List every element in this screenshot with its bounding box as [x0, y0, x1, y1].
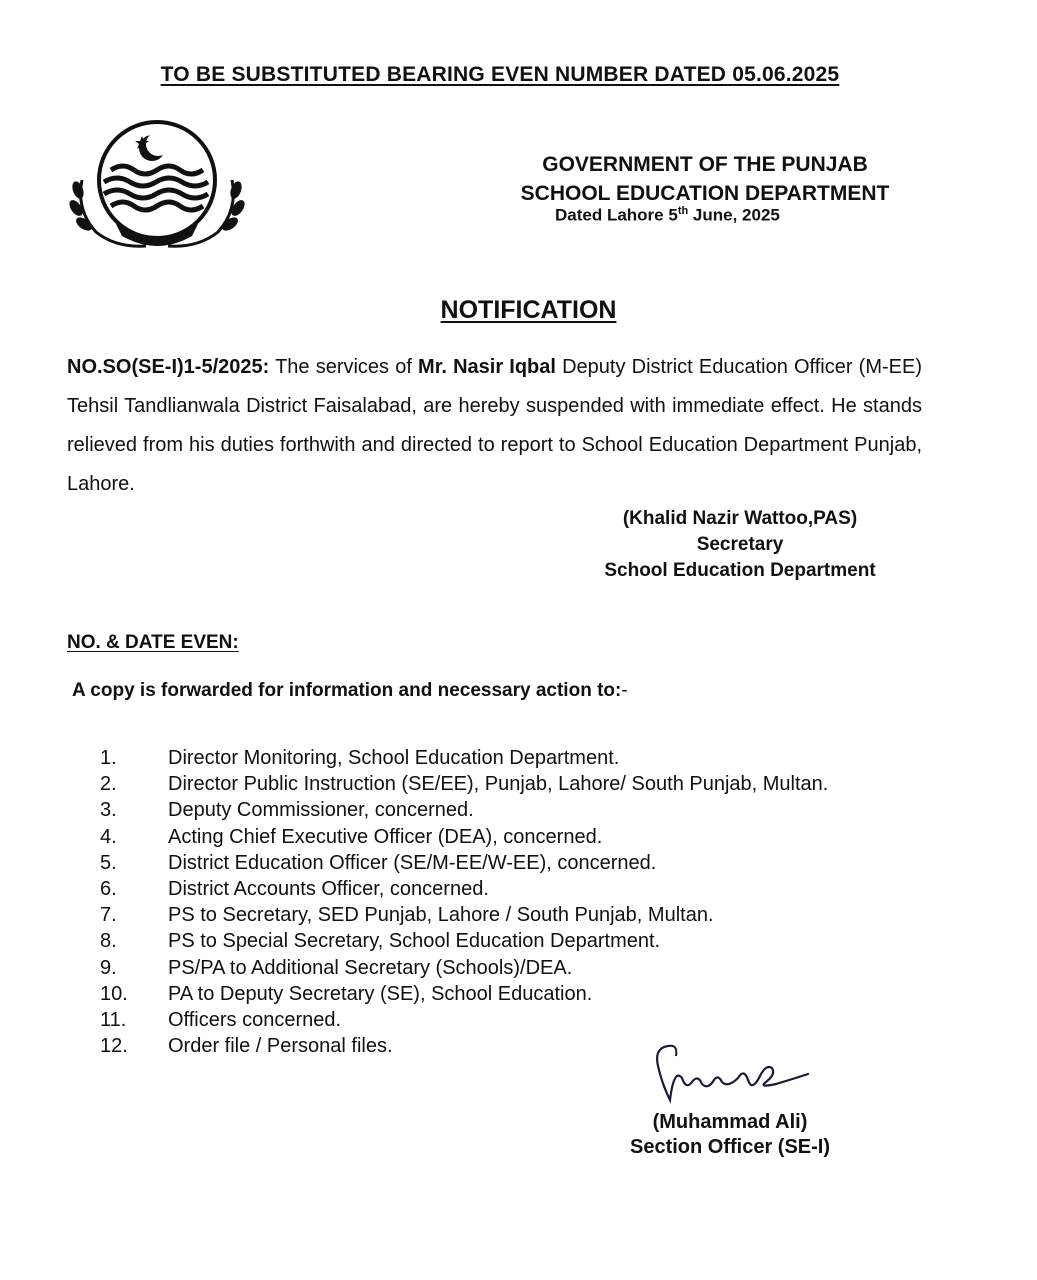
- notification-title: NOTIFICATION: [440, 296, 617, 324]
- list-item-number: 2.: [100, 773, 117, 796]
- officer-name: Mr. Nasir Iqbal: [418, 356, 556, 378]
- notification-text-2: Deputy District Education Officer (M-EE) Tehsil Tandlianwala District Faisalabad, are hereby suspended with immediate effect. He stands relieved from his duties forthwith and directed to report to School Education Department Punjab, Lahore.: [67, 356, 922, 495]
- government-heading: [480, 150, 930, 208]
- section-officer-name: (Muhammad Ali): [652, 1111, 808, 1133]
- list-item: [100, 955, 828, 981]
- list-item-text: PA to Deputy Secretary (SE), School Education.: [168, 982, 593, 1005]
- list-item-text: Director Monitoring, School Education Department.: [168, 747, 620, 769]
- list-item-number: 9.: [100, 956, 117, 979]
- list-item: [100, 902, 828, 928]
- secretary-signatory: [545, 506, 935, 584]
- copy-forward-line: [72, 680, 628, 702]
- list-item-text: District Education Officer (SE/M-EE/W-EE), concerned.: [168, 851, 657, 874]
- list-item-number: 12.: [100, 1035, 128, 1058]
- list-item: [100, 745, 828, 771]
- dated-prefix: Dated Lahore 5: [555, 205, 678, 225]
- secretary-designation: Secretary: [696, 534, 784, 555]
- list-item-number: 5.: [100, 851, 117, 874]
- list-item-text: Director Public Instruction (SE/EE), Punjab, Lahore/ South Punjab, Multan.: [168, 773, 829, 796]
- department-name: SCHOOL EDUCATION DEPARTMENT: [520, 182, 890, 205]
- dated-suffix: June, 2025: [688, 205, 780, 225]
- list-item: [100, 928, 828, 954]
- list-item-number: 11.: [100, 1008, 127, 1031]
- list-item: [100, 1007, 828, 1033]
- section-officer-designation: Section Officer (SE-I): [629, 1136, 831, 1158]
- list-item: [100, 850, 828, 876]
- notification-text-1: The services of: [269, 356, 419, 378]
- list-item-text: PS/PA to Additional Secretary (Schools)/DEA.: [168, 956, 573, 979]
- list-item-text: PS to Secretary, SED Punjab, Lahore / South Punjab, Multan.: [168, 904, 714, 927]
- government-name: GOVERNMENT OF THE PUNJAB: [542, 153, 868, 176]
- list-item-text: Officers concerned.: [168, 1008, 342, 1031]
- list-item-number: 10.: [100, 982, 128, 1005]
- no-date-even-heading: NO. & DATE EVEN:: [67, 632, 239, 653]
- list-item-number: 8.: [100, 930, 117, 953]
- section-officer-block: [600, 1110, 860, 1160]
- punjab-emblem-icon: [66, 120, 248, 256]
- list-item: [100, 797, 828, 823]
- list-item-number: 1.: [100, 747, 117, 769]
- list-item-number: 7.: [100, 904, 117, 927]
- list-item: [100, 981, 828, 1007]
- top-notice: TO BE SUBSTITUTED BEARING EVEN NUMBER DATED 05.06.2025: [160, 63, 840, 86]
- dated-line: [555, 205, 780, 226]
- list-item-text: District Accounts Officer, concerned.: [168, 877, 489, 900]
- list-item: [100, 771, 828, 797]
- list-item-number: 3.: [100, 799, 117, 822]
- secretary-name: (Khalid Nazir Wattoo,PAS): [622, 508, 858, 529]
- list-item: [100, 876, 828, 902]
- notification-number: NO.SO(SE-I)1-5/2025:: [67, 356, 270, 378]
- signature-icon: [648, 1038, 818, 1113]
- copy-forward-tail: -: [621, 680, 628, 701]
- notification-body: [67, 348, 922, 504]
- dated-sup: th: [677, 205, 689, 217]
- list-item-text: PS to Special Secretary, School Education Department.: [168, 930, 661, 953]
- list-item-text: Order file / Personal files.: [168, 1035, 393, 1058]
- list-item-text: Acting Chief Executive Officer (DEA), concerned.: [168, 825, 603, 848]
- list-item-text: Deputy Commissioner, concerned.: [168, 799, 474, 822]
- distribution-list: [100, 745, 828, 1059]
- list-item-number: 6.: [100, 877, 117, 900]
- list-item: [100, 824, 828, 850]
- copy-forward-intro: A copy is forwarded for information and necessary action to:: [72, 680, 622, 701]
- secretary-department: School Education Department: [604, 560, 876, 581]
- list-item-number: 4.: [100, 825, 117, 848]
